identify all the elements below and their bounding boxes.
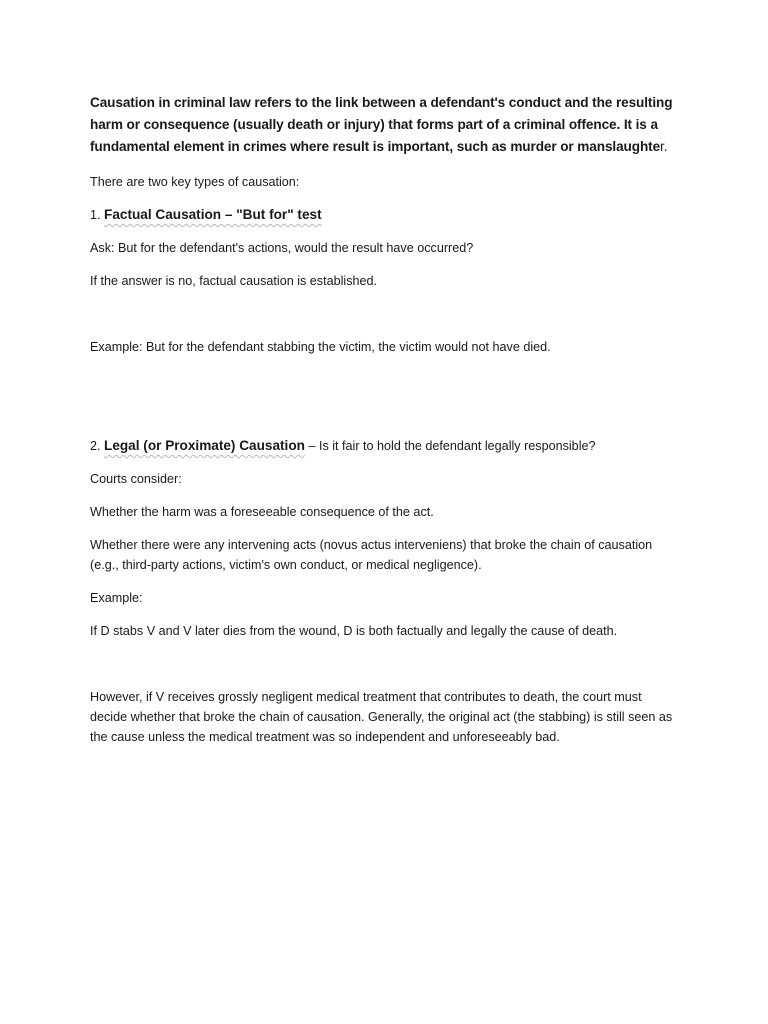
legal-foreseeable: Whether the harm was a foreseeable consequence of the act. bbox=[90, 505, 434, 519]
intro-tail-text: r. bbox=[660, 139, 668, 154]
legal-causation-heading bbox=[90, 436, 680, 456]
blank-line bbox=[90, 304, 680, 337]
heading-number: 1. bbox=[90, 208, 105, 222]
legal-courts: Courts consider: bbox=[90, 472, 182, 486]
document-page bbox=[90, 92, 680, 760]
blank-line bbox=[90, 370, 680, 436]
factual-causation-heading bbox=[90, 205, 680, 225]
legal-however: However, if V receives grossly negligent medical treatment that contributes to death, the court must decide whether that broke the chain of causation. Generally, the original act (the stabbing) is still seen as the cause unless the medical treatment was so independent and unforeseeably bad. bbox=[90, 690, 673, 744]
heading-number: 2. bbox=[90, 439, 105, 453]
intro-bold-text: Causation in criminal law refers to the link between a defendant's conduct and the resulting harm or consequence (usually death or injury) that forms part of a criminal offence. It is a fundamental element in crimes where result is important, such as murder or manslaughte bbox=[90, 95, 673, 154]
legal-intervening: Whether there were any intervening acts (novus actus interveniens) that broke the chain of causation (e.g., third-party actions, victim's own conduct, or medical negligence). bbox=[90, 538, 653, 572]
blank-line bbox=[90, 654, 680, 687]
types-intro: There are two key types of causation: bbox=[90, 175, 300, 189]
factual-ask: Ask: But for the defendant's actions, would the result have occurred? bbox=[90, 241, 474, 255]
heading-rest: – Is it fair to hold the defendant legally responsible? bbox=[304, 439, 596, 453]
heading-title: Factual Causation – "But for" test bbox=[104, 207, 322, 222]
legal-example-text: If D stabs V and V later dies from the wound, D is both factually and legally the cause of death. bbox=[90, 624, 618, 638]
intro-paragraph bbox=[90, 92, 680, 158]
factual-answer: If the answer is no, factual causation is established. bbox=[90, 274, 378, 288]
legal-example-label: Example: bbox=[90, 591, 143, 605]
heading-title: Legal (or Proximate) Causation bbox=[104, 438, 305, 453]
factual-example: Example: But for the defendant stabbing the victim, the victim would not have died. bbox=[90, 340, 551, 354]
